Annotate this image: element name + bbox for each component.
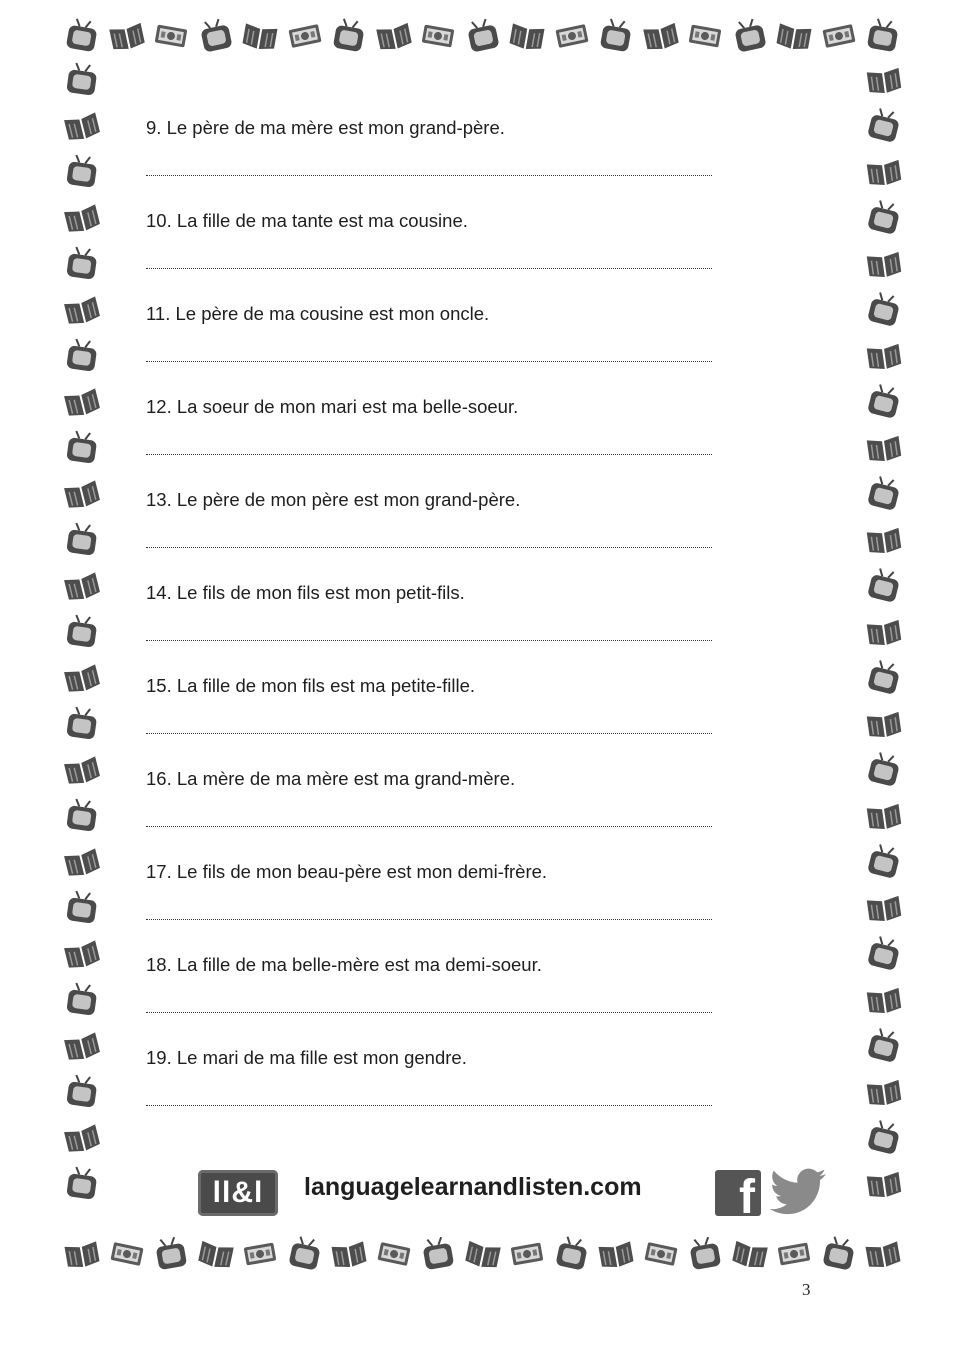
book-icon bbox=[864, 704, 905, 745]
money-icon bbox=[417, 15, 459, 57]
book-icon bbox=[60, 196, 104, 240]
answer-line[interactable] bbox=[146, 733, 712, 734]
money-icon bbox=[239, 1233, 281, 1275]
tv-icon bbox=[62, 888, 103, 929]
exercise-sentence: 19. Le mari de ma fille est mon gendre. bbox=[146, 1047, 467, 1068]
exercise-item bbox=[146, 582, 712, 604]
tv-icon bbox=[862, 840, 906, 884]
tv-icon bbox=[62, 612, 103, 653]
tv-icon bbox=[62, 704, 103, 745]
twitter-icon[interactable] bbox=[768, 1168, 828, 1218]
answer-line[interactable] bbox=[146, 919, 712, 920]
book-icon bbox=[195, 1233, 238, 1276]
book-icon bbox=[61, 1233, 103, 1275]
book-icon bbox=[864, 1072, 905, 1113]
book-icon bbox=[60, 840, 104, 884]
exercise-sentence: 10. La fille de ma tante est ma cousine. bbox=[146, 210, 468, 231]
exercise-sentence: 18. La fille de ma belle-mère est ma demi-soeur. bbox=[146, 954, 542, 975]
book-icon bbox=[864, 796, 905, 837]
exercise-item bbox=[146, 489, 712, 511]
exercise-item bbox=[146, 954, 712, 976]
tv-icon bbox=[684, 1233, 726, 1275]
exercise-item bbox=[146, 675, 712, 697]
money-icon bbox=[506, 1233, 548, 1275]
book-icon bbox=[864, 1164, 905, 1205]
tv-icon bbox=[62, 428, 103, 469]
book-icon bbox=[328, 1233, 370, 1275]
tv-icon bbox=[62, 1164, 103, 1205]
book-icon bbox=[60, 104, 104, 148]
book-icon bbox=[106, 15, 149, 58]
tv-icon bbox=[195, 15, 238, 58]
tv-icon bbox=[62, 796, 103, 837]
logo-text: ll&l bbox=[212, 1176, 264, 1209]
book-icon bbox=[506, 15, 548, 57]
tv-icon bbox=[595, 15, 637, 57]
money-icon bbox=[373, 1233, 416, 1276]
tv-icon bbox=[862, 1024, 906, 1068]
exercise-item bbox=[146, 210, 712, 232]
answer-line[interactable] bbox=[146, 454, 712, 455]
book-icon bbox=[60, 472, 104, 516]
page-number: 3 bbox=[802, 1280, 811, 1299]
book-icon bbox=[60, 288, 104, 332]
book-icon bbox=[60, 748, 104, 792]
tv-icon bbox=[862, 748, 906, 792]
book-icon bbox=[60, 1116, 104, 1160]
book-icon bbox=[60, 1024, 104, 1068]
money-icon bbox=[773, 1233, 815, 1275]
book-icon bbox=[864, 612, 905, 653]
tv-icon bbox=[61, 15, 103, 57]
tv-icon bbox=[862, 932, 906, 976]
book-icon bbox=[864, 336, 905, 377]
exercise-item bbox=[146, 396, 712, 418]
tv-icon bbox=[729, 15, 772, 58]
website-url[interactable]: languagelearnandlisten.com bbox=[304, 1173, 642, 1201]
book-icon bbox=[864, 60, 905, 101]
answer-line[interactable] bbox=[146, 361, 712, 362]
exercise-sentence: 13. Le père de mon père est mon grand-père. bbox=[146, 489, 521, 510]
tv-icon bbox=[862, 15, 904, 57]
book-icon bbox=[864, 520, 905, 561]
book-icon bbox=[864, 152, 905, 193]
book-icon bbox=[462, 1233, 505, 1276]
exercise-item bbox=[146, 117, 712, 139]
tv-icon bbox=[62, 980, 103, 1021]
answer-line[interactable] bbox=[146, 1105, 712, 1106]
exercise-item bbox=[146, 861, 712, 883]
tv-icon bbox=[62, 244, 103, 285]
money-icon bbox=[640, 1233, 683, 1276]
answer-line[interactable] bbox=[146, 268, 712, 269]
exercise-sentence: 16. La mère de ma mère est ma grand-mère. bbox=[146, 768, 516, 789]
book-icon bbox=[373, 15, 416, 58]
exercise-sentence: 17. Le fils de mon beau-père est mon demi-frère. bbox=[146, 861, 548, 882]
book-icon bbox=[239, 15, 281, 57]
tv-icon bbox=[462, 15, 505, 58]
tv-icon bbox=[862, 104, 906, 148]
tv-icon bbox=[862, 656, 906, 700]
book-icon bbox=[864, 244, 905, 285]
brand-logo bbox=[198, 1170, 278, 1216]
book-icon bbox=[864, 428, 905, 469]
book-icon bbox=[60, 380, 104, 424]
tv-icon bbox=[62, 336, 103, 377]
tv-icon bbox=[551, 1233, 594, 1276]
tv-icon bbox=[862, 472, 906, 516]
tv-icon bbox=[62, 1072, 103, 1113]
book-icon bbox=[60, 656, 104, 700]
book-icon bbox=[60, 564, 104, 608]
exercise-item bbox=[146, 1047, 712, 1069]
tv-icon bbox=[417, 1233, 459, 1275]
tv-icon bbox=[328, 15, 370, 57]
money-icon bbox=[551, 15, 594, 58]
answer-line[interactable] bbox=[146, 1012, 712, 1013]
tv-icon bbox=[62, 152, 103, 193]
money-icon bbox=[106, 1233, 149, 1276]
book-icon bbox=[640, 15, 683, 58]
money-icon bbox=[284, 15, 327, 58]
exercise-sentence: 15. La fille de mon fils est ma petite-fille. bbox=[146, 675, 476, 696]
tv-icon bbox=[862, 564, 906, 608]
book-icon bbox=[864, 980, 905, 1021]
book-icon bbox=[773, 15, 815, 57]
tv-icon bbox=[862, 380, 906, 424]
book-icon bbox=[729, 1233, 772, 1276]
tv-icon bbox=[862, 288, 906, 332]
exercise-item bbox=[146, 303, 712, 325]
answer-line[interactable] bbox=[146, 826, 712, 827]
facebook-icon[interactable]: f bbox=[715, 1170, 761, 1216]
exercise-item bbox=[146, 768, 712, 790]
book-icon bbox=[864, 888, 905, 929]
exercise-sentence: 12. La soeur de mon mari est ma belle-soeur. bbox=[146, 396, 519, 417]
answer-line[interactable] bbox=[146, 640, 712, 641]
book-icon bbox=[862, 1233, 904, 1275]
tv-icon bbox=[862, 1116, 906, 1160]
book-icon bbox=[595, 1233, 637, 1275]
answer-line[interactable] bbox=[146, 175, 712, 176]
answer-line[interactable] bbox=[146, 547, 712, 548]
money-icon bbox=[684, 15, 726, 57]
tv-icon bbox=[284, 1233, 327, 1276]
tv-icon bbox=[862, 196, 906, 240]
tv-icon bbox=[818, 1233, 861, 1276]
money-icon bbox=[150, 15, 192, 57]
tv-icon bbox=[62, 520, 103, 561]
tv-icon bbox=[150, 1233, 192, 1275]
tv-icon bbox=[62, 60, 103, 101]
book-icon bbox=[60, 932, 104, 976]
exercise-sentence: 11. Le père de ma cousine est mon oncle. bbox=[146, 303, 490, 324]
money-icon bbox=[818, 15, 861, 58]
exercise-sentence: 14. Le fils de mon fils est mon petit-fils. bbox=[146, 582, 465, 603]
exercise-sentence: 9. Le père de ma mère est mon grand-père. bbox=[146, 117, 505, 138]
